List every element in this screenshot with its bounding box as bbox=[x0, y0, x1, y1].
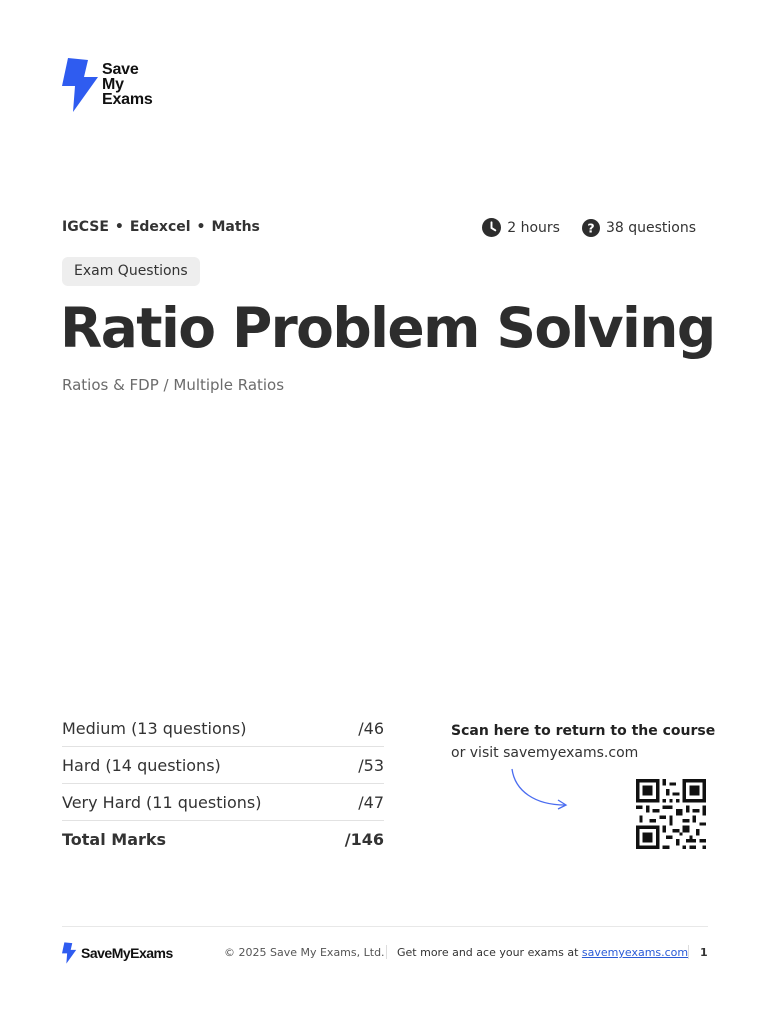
brand-line-1: Save bbox=[102, 61, 139, 78]
question-circle-icon bbox=[582, 219, 600, 237]
marks-row-hard bbox=[62, 747, 384, 784]
duration-info bbox=[482, 218, 560, 237]
marks-row-label: Hard (14 questions) bbox=[62, 755, 221, 775]
qr-code[interactable] bbox=[634, 779, 708, 849]
exam-info bbox=[482, 218, 696, 237]
marks-row-label: Very Hard (11 questions) bbox=[62, 792, 262, 812]
svg-text:?: ? bbox=[587, 220, 595, 235]
separator-dot: • bbox=[114, 219, 124, 235]
brand-line-3: Exams bbox=[102, 91, 153, 108]
separator-dot: • bbox=[196, 219, 206, 235]
duration-text: 2 hours bbox=[507, 219, 560, 236]
lightning-bolt-icon bbox=[62, 941, 77, 965]
marks-row-total bbox=[62, 821, 384, 857]
footer-separator bbox=[688, 945, 689, 959]
brand-logo bbox=[62, 58, 162, 114]
footer-divider bbox=[62, 926, 708, 927]
brand-line-2: My bbox=[102, 76, 124, 93]
curved-arrow-icon bbox=[505, 765, 575, 815]
footer-website-link[interactable]: savemyexams.com bbox=[581, 946, 689, 959]
level-label: IGCSE bbox=[62, 219, 109, 235]
page-title: Ratio Problem Solving bbox=[60, 296, 715, 360]
copyright-text: © 2025 Save My Exams, Ltd. bbox=[224, 946, 385, 959]
marks-row-value: /47 bbox=[358, 792, 384, 812]
question-count-info bbox=[582, 219, 696, 237]
marks-row-value: /46 bbox=[358, 718, 384, 738]
marks-row-label: Medium (13 questions) bbox=[62, 718, 247, 738]
marks-row-value: /53 bbox=[358, 755, 384, 775]
course-breadcrumb bbox=[62, 219, 260, 235]
clock-icon bbox=[482, 218, 501, 237]
marks-row-medium bbox=[62, 710, 384, 747]
question-count-text: 38 questions bbox=[605, 219, 696, 236]
total-marks-label: Total Marks bbox=[62, 829, 167, 849]
scan-title: Scan here to return to the course bbox=[451, 723, 716, 739]
footer-brand-name: SaveMyExams bbox=[81, 945, 173, 961]
board-label: Edexcel bbox=[129, 219, 191, 235]
footer-logo bbox=[62, 941, 173, 965]
lightning-bolt-icon bbox=[62, 58, 100, 112]
footer-separator bbox=[386, 945, 387, 959]
brand-wordmark bbox=[102, 62, 153, 107]
category-badge: Exam Questions bbox=[62, 257, 200, 286]
page-number: 1 bbox=[700, 946, 708, 959]
subject-label: Maths bbox=[211, 219, 260, 235]
scan-subtitle: or visit savemyexams.com bbox=[451, 745, 639, 761]
footer-cta-text: Get more and ace your exams at bbox=[397, 946, 582, 959]
footer-cta bbox=[397, 946, 688, 959]
marks-row-very-hard bbox=[62, 784, 384, 821]
topic-path: Ratios & FDP / Multiple Ratios bbox=[62, 376, 285, 394]
marks-table bbox=[62, 710, 384, 857]
total-marks-value: /146 bbox=[344, 829, 384, 849]
